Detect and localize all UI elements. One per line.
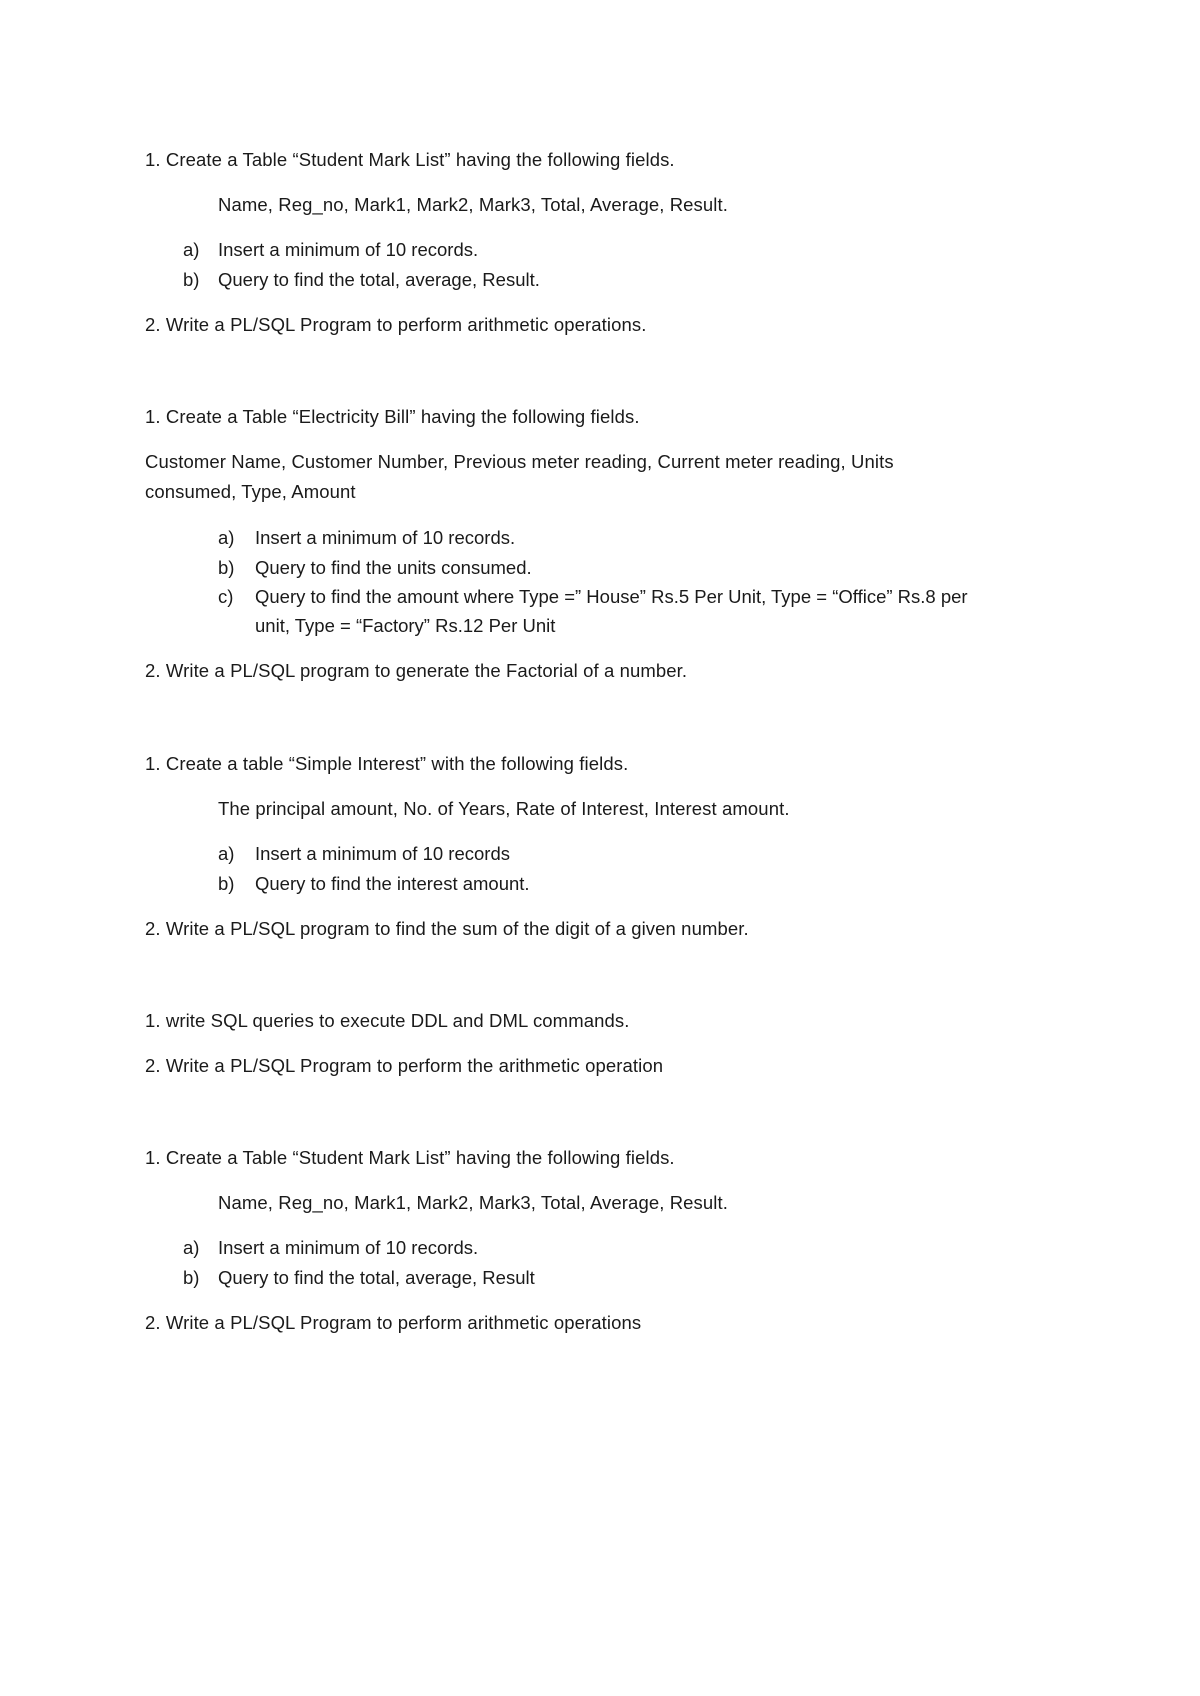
list-marker: b) <box>183 269 200 290</box>
field-list: Customer Name, Customer Number, Previous meter reading, Current meter reading, Units <box>145 451 894 472</box>
list-item-text: Insert a minimum of 10 records. <box>218 1237 479 1258</box>
list-item-text: Query to find the total, average, Result <box>218 1267 535 1288</box>
question-1-text: 1. Create a table “Simple Interest” with the following fields. <box>145 753 629 774</box>
list-marker: a) <box>218 843 235 864</box>
question-2-text: 2. Write a PL/SQL Program to perform the arithmetic operation <box>145 1055 664 1076</box>
list-marker: b) <box>218 873 235 894</box>
list-item-text: Query to find the total, average, Result. <box>218 269 540 290</box>
list-marker: a) <box>183 239 200 260</box>
field-list: The principal amount, No. of Years, Rate of Interest, Interest amount. <box>218 798 790 819</box>
question-2-text: 2. Write a PL/SQL Program to perform arithmetic operations <box>145 1312 642 1333</box>
list-item-text: Insert a minimum of 10 records <box>255 843 510 864</box>
question-2-text: 2. Write a PL/SQL program to find the sum of the digit of a given number. <box>145 918 749 939</box>
list-item-text: Query to find the units consumed. <box>255 557 532 578</box>
question-2-text: 2. Write a PL/SQL Program to perform arithmetic operations. <box>145 314 647 335</box>
list-marker: c) <box>218 586 234 607</box>
field-list: Name, Reg_no, Mark1, Mark2, Mark3, Total, Average, Result. <box>218 1192 728 1213</box>
list-marker: a) <box>218 527 235 548</box>
question-1-text: 1. Create a Table “Student Mark List” having the following fields. <box>145 1147 675 1168</box>
list-marker: b) <box>218 557 235 578</box>
question-1-text: 1. write SQL queries to execute DDL and DML commands. <box>145 1010 630 1031</box>
question-2-text: 2. Write a PL/SQL program to generate the Factorial of a number. <box>145 660 688 681</box>
list-item-text: Insert a minimum of 10 records. <box>218 239 479 260</box>
field-list-continued: consumed, Type, Amount <box>145 481 356 502</box>
question-1-text: 1. Create a Table “Electricity Bill” having the following fields. <box>145 406 640 427</box>
list-item-text: unit, Type = “Factory” Rs.12 Per Unit <box>255 615 556 636</box>
list-item-text: Insert a minimum of 10 records. <box>255 527 516 548</box>
list-item-text: Query to find the interest amount. <box>255 873 530 894</box>
list-marker: b) <box>183 1267 200 1288</box>
question-1-text: 1. Create a Table “Student Mark List” having the following fields. <box>145 149 675 170</box>
list-item-text: Query to find the amount where Type =” House” Rs.5 Per Unit, Type = “Office” Rs.8 per <box>255 586 968 607</box>
field-list: Name, Reg_no, Mark1, Mark2, Mark3, Total, Average, Result. <box>218 194 728 215</box>
list-marker: a) <box>183 1237 200 1258</box>
